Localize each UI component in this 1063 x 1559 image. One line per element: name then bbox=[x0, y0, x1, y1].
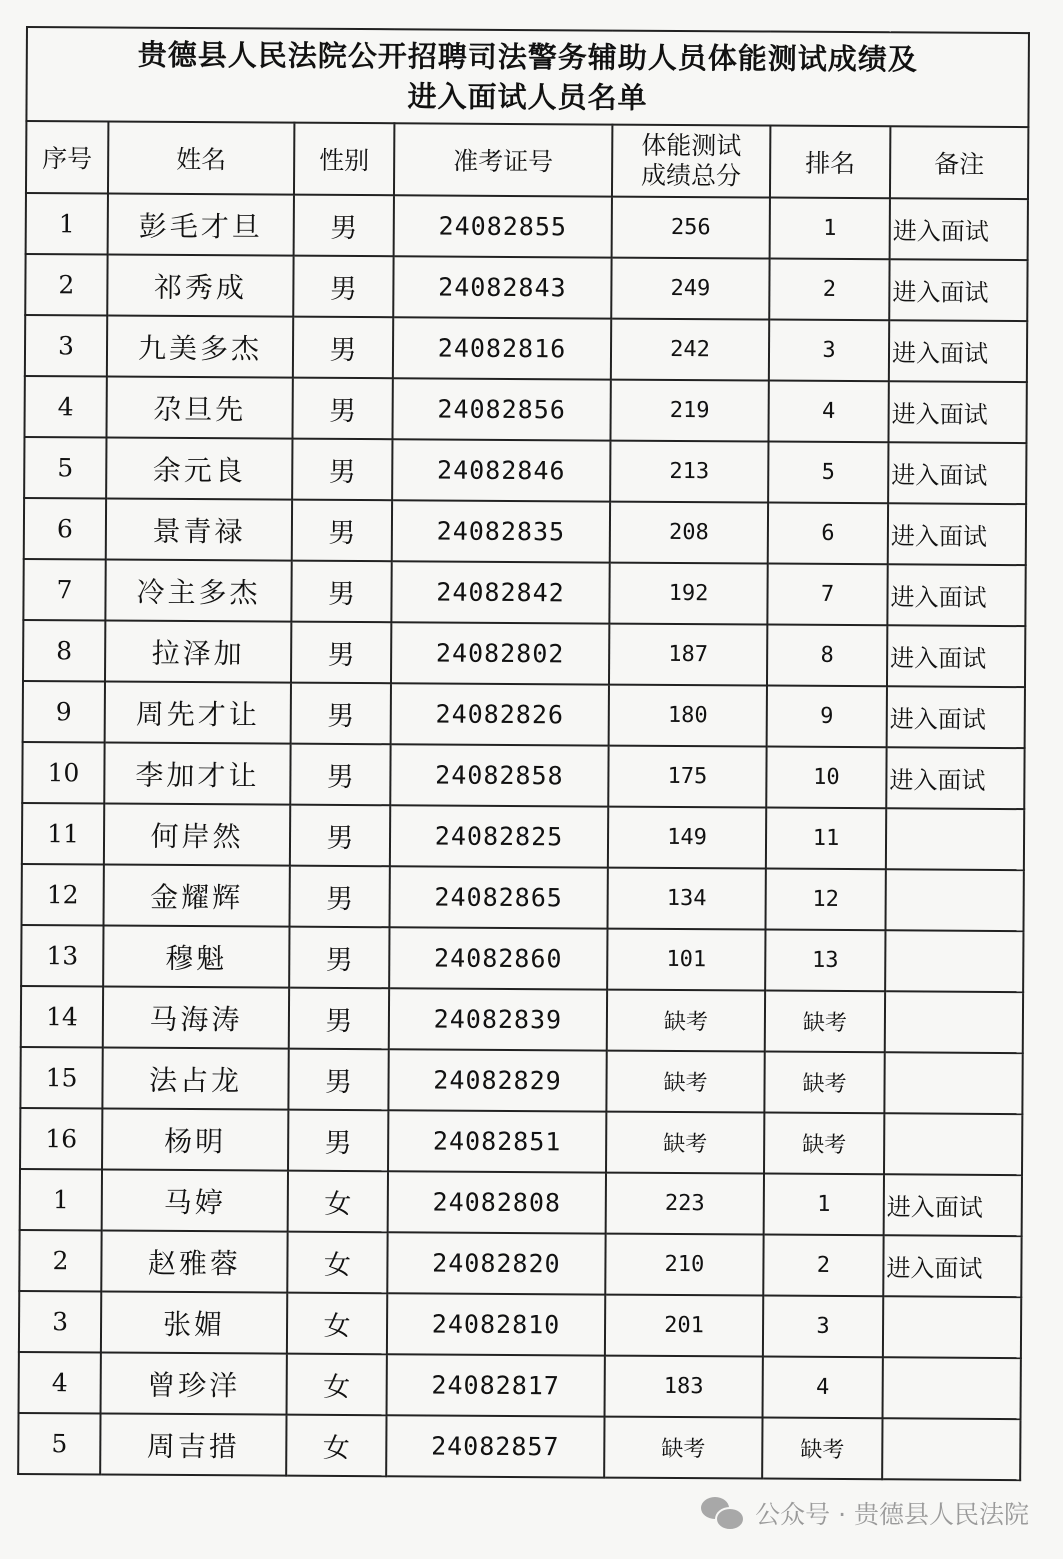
cell-note: 进入面试 bbox=[890, 198, 1028, 260]
cell-ticket: 24082825 bbox=[390, 805, 608, 867]
cell-name: 曾珍洋 bbox=[101, 1352, 287, 1414]
cell-name: 赵雅蓉 bbox=[101, 1230, 287, 1292]
cell-gender: 男 bbox=[293, 256, 393, 318]
cell-gender: 男 bbox=[291, 561, 391, 623]
cell-score: 缺考 bbox=[606, 1112, 764, 1174]
table-row bbox=[25, 315, 1027, 382]
cell-score: 242 bbox=[611, 319, 769, 381]
cell-rank: 12 bbox=[765, 869, 885, 931]
cell-note bbox=[883, 1357, 1021, 1419]
cell-ticket: 24082865 bbox=[390, 866, 608, 928]
table-body bbox=[18, 193, 1028, 1480]
cell-name: 九美多杰 bbox=[107, 316, 293, 378]
cell-seq: 5 bbox=[18, 1413, 100, 1474]
cell-seq: 1 bbox=[20, 1169, 102, 1230]
header-score-line-1: 体能测试 bbox=[641, 130, 742, 161]
cell-gender: 男 bbox=[290, 805, 390, 867]
cell-seq: 3 bbox=[25, 315, 107, 376]
cell-name: 周先才让 bbox=[105, 681, 291, 743]
cell-ticket: 24082810 bbox=[387, 1293, 605, 1355]
cell-name: 马婷 bbox=[102, 1169, 288, 1231]
table-row bbox=[22, 803, 1024, 870]
cell-note bbox=[886, 808, 1024, 870]
cell-note: 进入面试 bbox=[887, 625, 1025, 687]
cell-name: 穆魁 bbox=[103, 925, 289, 987]
results-table bbox=[17, 26, 1030, 1481]
cell-note bbox=[882, 1418, 1020, 1480]
cell-ticket: 24082817 bbox=[387, 1354, 605, 1416]
cell-gender: 男 bbox=[291, 622, 391, 684]
cell-rank: 缺考 bbox=[762, 1418, 882, 1480]
watermark bbox=[701, 1493, 1029, 1533]
cell-seq: 2 bbox=[25, 254, 107, 315]
cell-score: 187 bbox=[609, 624, 767, 686]
table-row bbox=[24, 498, 1026, 565]
cell-gender: 男 bbox=[292, 378, 392, 440]
table-row bbox=[19, 1291, 1021, 1358]
header-score-line-2: 成绩总分 bbox=[640, 160, 742, 191]
cell-gender: 男 bbox=[292, 500, 392, 562]
cell-ticket: 24082839 bbox=[389, 988, 607, 1050]
cell-score: 缺考 bbox=[604, 1417, 762, 1479]
table-row bbox=[18, 1413, 1020, 1480]
cell-note bbox=[885, 869, 1023, 931]
cell-name: 尕旦先 bbox=[106, 377, 292, 439]
cell-seq: 9 bbox=[23, 681, 105, 742]
cell-seq: 4 bbox=[19, 1352, 101, 1413]
cell-rank: 9 bbox=[767, 686, 887, 748]
cell-rank: 13 bbox=[765, 930, 885, 992]
cell-score: 180 bbox=[609, 685, 767, 747]
cell-ticket: 24082808 bbox=[388, 1171, 606, 1233]
header-score bbox=[612, 125, 770, 198]
cell-seq: 5 bbox=[24, 437, 106, 498]
cell-score: 256 bbox=[612, 197, 770, 259]
table-row bbox=[20, 1047, 1022, 1114]
cell-seq: 15 bbox=[20, 1047, 102, 1108]
cell-note: 进入面试 bbox=[887, 686, 1025, 748]
cell-score: 缺考 bbox=[606, 1051, 764, 1113]
cell-seq: 12 bbox=[22, 864, 104, 925]
cell-note: 进入面试 bbox=[889, 320, 1027, 382]
header-row bbox=[26, 121, 1029, 199]
cell-name: 拉泽加 bbox=[105, 620, 291, 682]
cell-score: 219 bbox=[610, 380, 768, 442]
cell-name: 余元良 bbox=[106, 437, 292, 499]
table-row bbox=[23, 620, 1025, 687]
cell-name: 冷主多杰 bbox=[105, 559, 291, 621]
cell-ticket: 24082826 bbox=[391, 683, 609, 745]
table-row bbox=[20, 1108, 1022, 1175]
cell-seq: 6 bbox=[24, 498, 106, 559]
cell-ticket: 24082846 bbox=[392, 439, 610, 501]
header-rank: 排名 bbox=[770, 126, 890, 199]
cell-gender: 女 bbox=[287, 1293, 387, 1355]
cell-gender: 男 bbox=[294, 195, 394, 257]
wechat-icon bbox=[701, 1495, 745, 1531]
title-line-1: 贵德县人民法院公开招聘司法警务辅助人员体能测试成绩及 bbox=[137, 37, 918, 77]
cell-note: 进入面试 bbox=[887, 564, 1025, 626]
cell-rank: 8 bbox=[767, 625, 887, 687]
cell-note: 进入面试 bbox=[883, 1235, 1021, 1297]
cell-score: 208 bbox=[610, 502, 768, 564]
table-row bbox=[25, 254, 1027, 321]
cell-score: 210 bbox=[605, 1234, 763, 1296]
cell-rank: 11 bbox=[766, 808, 886, 870]
cell-ticket: 24082851 bbox=[388, 1110, 606, 1172]
header-name: 姓名 bbox=[108, 122, 294, 195]
title-line-2: 进入面试人员名单 bbox=[407, 79, 648, 115]
cell-ticket: 24082802 bbox=[391, 622, 609, 684]
cell-rank: 2 bbox=[763, 1235, 883, 1297]
cell-rank: 4 bbox=[763, 1357, 883, 1419]
cell-rank: 1 bbox=[764, 1174, 884, 1236]
cell-rank: 缺考 bbox=[764, 1052, 884, 1114]
cell-gender: 男 bbox=[290, 744, 390, 806]
cell-rank: 10 bbox=[766, 747, 886, 809]
cell-ticket: 24082835 bbox=[392, 500, 610, 562]
cell-gender: 女 bbox=[287, 1232, 387, 1294]
cell-name: 李加才让 bbox=[104, 742, 290, 804]
header-gender: 性别 bbox=[294, 123, 394, 196]
cell-seq: 7 bbox=[23, 559, 105, 620]
cell-note bbox=[884, 1113, 1022, 1175]
cell-seq: 1 bbox=[26, 193, 108, 254]
cell-gender: 女 bbox=[288, 1171, 388, 1233]
cell-ticket: 24082829 bbox=[388, 1049, 606, 1111]
cell-ticket: 24082856 bbox=[392, 378, 610, 440]
cell-ticket: 24082816 bbox=[393, 317, 611, 379]
cell-note bbox=[883, 1296, 1021, 1358]
document-title bbox=[26, 27, 1029, 127]
cell-rank: 缺考 bbox=[765, 991, 885, 1053]
cell-score: 223 bbox=[606, 1173, 764, 1235]
cell-gender: 男 bbox=[288, 1049, 388, 1111]
header-ticket: 准考证号 bbox=[394, 123, 612, 196]
cell-name: 马海涛 bbox=[103, 986, 289, 1048]
cell-name: 彭毛才旦 bbox=[108, 194, 294, 256]
table-row bbox=[22, 864, 1024, 931]
cell-ticket: 24082860 bbox=[389, 927, 607, 989]
table-row bbox=[21, 925, 1023, 992]
cell-rank: 6 bbox=[768, 503, 888, 565]
table-row bbox=[19, 1230, 1021, 1297]
cell-gender: 男 bbox=[290, 866, 390, 928]
cell-score: 缺考 bbox=[607, 990, 765, 1052]
cell-score: 175 bbox=[608, 746, 766, 808]
cell-gender: 女 bbox=[286, 1415, 386, 1477]
table-row bbox=[24, 376, 1026, 443]
cell-rank: 2 bbox=[769, 259, 889, 321]
cell-rank: 3 bbox=[769, 320, 889, 382]
cell-name: 景青禄 bbox=[106, 498, 292, 560]
cell-name: 何岸然 bbox=[104, 803, 290, 865]
cell-rank: 缺考 bbox=[764, 1113, 884, 1175]
cell-note: 进入面试 bbox=[884, 1174, 1022, 1236]
cell-ticket: 24082843 bbox=[393, 256, 611, 318]
cell-gender: 男 bbox=[292, 439, 392, 501]
cell-seq: 4 bbox=[24, 376, 106, 437]
table-row bbox=[19, 1352, 1021, 1419]
cell-name: 杨明 bbox=[102, 1108, 288, 1170]
cell-rank: 3 bbox=[763, 1296, 883, 1358]
cell-score: 213 bbox=[610, 441, 768, 503]
cell-seq: 11 bbox=[22, 803, 104, 864]
cell-note bbox=[884, 1052, 1022, 1114]
cell-score: 183 bbox=[605, 1356, 763, 1418]
cell-note: 进入面试 bbox=[886, 747, 1024, 809]
watermark-text: 公众号 · 贵德县人民法院 bbox=[755, 1500, 1029, 1529]
cell-note: 进入面试 bbox=[888, 503, 1026, 565]
cell-note: 进入面试 bbox=[888, 381, 1026, 443]
cell-rank: 1 bbox=[770, 198, 890, 260]
header-note: 备注 bbox=[890, 126, 1029, 199]
cell-rank: 4 bbox=[768, 381, 888, 443]
cell-score: 134 bbox=[607, 868, 765, 930]
cell-score: 149 bbox=[608, 807, 766, 869]
cell-seq: 14 bbox=[21, 986, 103, 1047]
cell-ticket: 24082842 bbox=[391, 561, 609, 623]
cell-score: 201 bbox=[605, 1295, 763, 1357]
cell-gender: 男 bbox=[288, 1110, 388, 1172]
cell-name: 祁秀成 bbox=[107, 255, 293, 317]
cell-gender: 女 bbox=[287, 1354, 387, 1416]
cell-name: 金耀辉 bbox=[104, 864, 290, 926]
cell-seq: 16 bbox=[20, 1108, 102, 1169]
table-row bbox=[21, 986, 1023, 1053]
cell-note bbox=[885, 991, 1023, 1053]
cell-gender: 男 bbox=[289, 927, 389, 989]
cell-score: 101 bbox=[607, 929, 765, 991]
cell-gender: 男 bbox=[289, 988, 389, 1050]
cell-gender: 男 bbox=[291, 683, 391, 745]
cell-name: 张媚 bbox=[101, 1291, 287, 1353]
cell-ticket: 24082858 bbox=[390, 744, 608, 806]
table-row bbox=[23, 559, 1025, 626]
cell-seq: 2 bbox=[19, 1230, 101, 1291]
cell-score: 249 bbox=[611, 258, 769, 320]
cell-seq: 10 bbox=[22, 742, 104, 803]
table-row bbox=[24, 437, 1026, 504]
cell-name: 周吉措 bbox=[100, 1413, 286, 1475]
cell-ticket: 24082820 bbox=[387, 1232, 605, 1294]
header-seq: 序号 bbox=[26, 121, 108, 193]
table-row bbox=[20, 1169, 1022, 1236]
cell-rank: 5 bbox=[768, 442, 888, 504]
cell-rank: 7 bbox=[767, 564, 887, 626]
cell-seq: 13 bbox=[21, 925, 103, 986]
cell-name: 法占龙 bbox=[102, 1047, 288, 1109]
cell-gender: 男 bbox=[293, 317, 393, 379]
table-row bbox=[22, 742, 1024, 809]
cell-ticket: 24082857 bbox=[386, 1415, 604, 1477]
cell-note bbox=[885, 930, 1023, 992]
table-row bbox=[23, 681, 1025, 748]
cell-note: 进入面试 bbox=[888, 442, 1026, 504]
cell-score: 192 bbox=[609, 563, 767, 625]
cell-seq: 3 bbox=[19, 1291, 101, 1352]
table-row bbox=[26, 193, 1028, 260]
cell-ticket: 24082855 bbox=[394, 195, 612, 257]
cell-seq: 8 bbox=[23, 620, 105, 681]
cell-note: 进入面试 bbox=[889, 259, 1027, 321]
